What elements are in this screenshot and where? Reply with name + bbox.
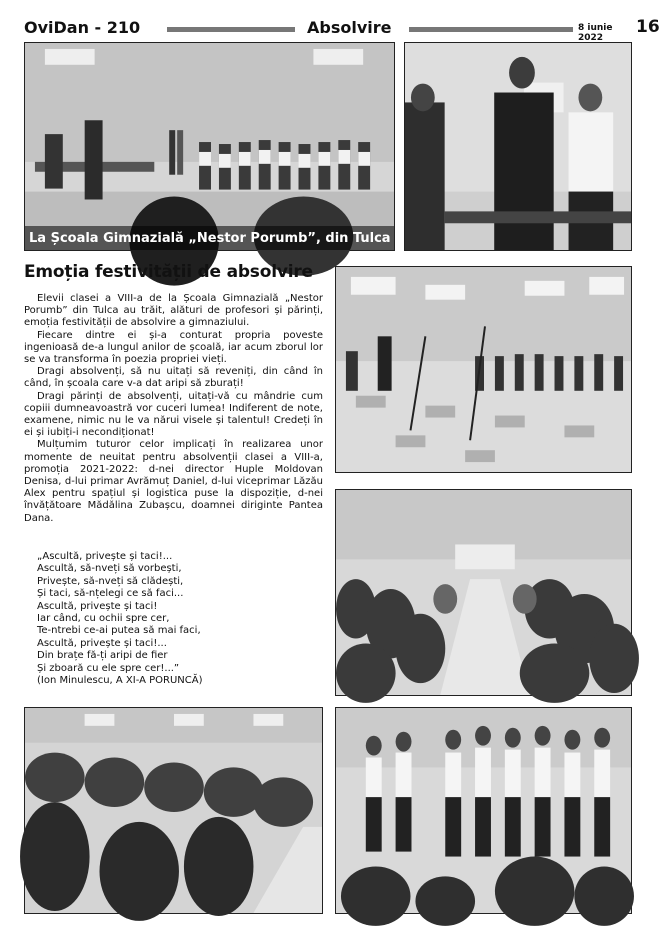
header-rule	[167, 27, 295, 32]
poem-line: Ascultă, privește și taci!...	[37, 637, 167, 649]
article-paragraph: Dragi absolvenți, să nu uitați să reveniți, din când în când, în școala care v-a dat aripi să zburați!	[24, 366, 323, 390]
poem-quote	[37, 551, 317, 687]
article-title: Emoția festivității de absolvire	[24, 262, 313, 282]
poem-line: Ascultă, să-nveți să vorbești,	[37, 563, 182, 575]
header-rule	[409, 27, 573, 32]
audience-photo	[335, 489, 632, 696]
article-paragraph: Mulțumim tuturor celor implicați în realizarea unor momente de neuitat pentru absolvenții clasei a VIII-a, promoția 2021-2022: d-nei director Huple Moldovan Denisa, d-lui primar Avrămuț Daniel, d-lui viceprimar Lăzău Alex pentru spațiul și logistica puse la dispoziție, d-nei învățătoare Mădălina Zubașcu, doamnei diriginte Pantea Dana.	[24, 439, 323, 524]
students-performing-photo	[335, 707, 632, 914]
ceremony-stage-photo	[24, 42, 395, 251]
article-body	[24, 293, 323, 525]
diploma-handover-photo	[404, 42, 632, 251]
page-header	[24, 16, 660, 43]
photo-caption: La Școala Gimnazială „Nestor Porumb”, din Tulca	[25, 226, 394, 250]
poem-line: Iar când, cu ochii spre cer,	[37, 613, 170, 625]
article-paragraph: Fiecare dintre ei și-a conturat propria poveste ingenioasă de-a lungul anilor de școală, iar acum zborul lor se va transforma în poezia propriei vieți.	[24, 329, 323, 366]
article-paragraph: Elevii clasei a VIII-a de la Școala Gimnazială „Nestor Porumb” din Tulca au trăit, alături de profesori și părinți, emoția festivității de absolvire a gimnaziului.	[24, 293, 323, 329]
poem-line: „Ascultă, privește și taci!...	[37, 551, 173, 562]
section-title: Absolvire	[307, 18, 392, 37]
poem-line: Te-ntrebi ce-ai putea să mai faci,	[37, 625, 201, 637]
poem-line: Privește, să-nveți să clădești,	[37, 575, 184, 587]
poem-line: Ascultă, privește și taci!	[37, 600, 158, 612]
publication-name: OviDan - 210	[24, 18, 141, 37]
article-paragraph: Dragi părinți de absolvenți, uitați-vă cu mândrie cum copiii dumneavoastră vor cuceri lumea! Indiferent de note, examene, nimic nu le va nărui visele și talentul! Credeți în ei și iubiți-i necondiționat!	[24, 390, 323, 439]
page-number: 16	[636, 17, 660, 37]
poem-attribution: (Ion Minulescu, A XI-A PORUNCĂ)	[37, 675, 203, 687]
poem-line: Și taci, să-nțelegi ce să faci...	[37, 588, 184, 600]
issue-date: 8 iunie 2022	[578, 23, 613, 43]
school-hall-photo	[335, 266, 632, 473]
poem-line: Din brațe fă-ți aripi de fier	[37, 650, 168, 662]
poem-line: Și zboară cu ele spre cer!...”	[37, 662, 180, 674]
parents-audience-photo	[24, 707, 323, 914]
